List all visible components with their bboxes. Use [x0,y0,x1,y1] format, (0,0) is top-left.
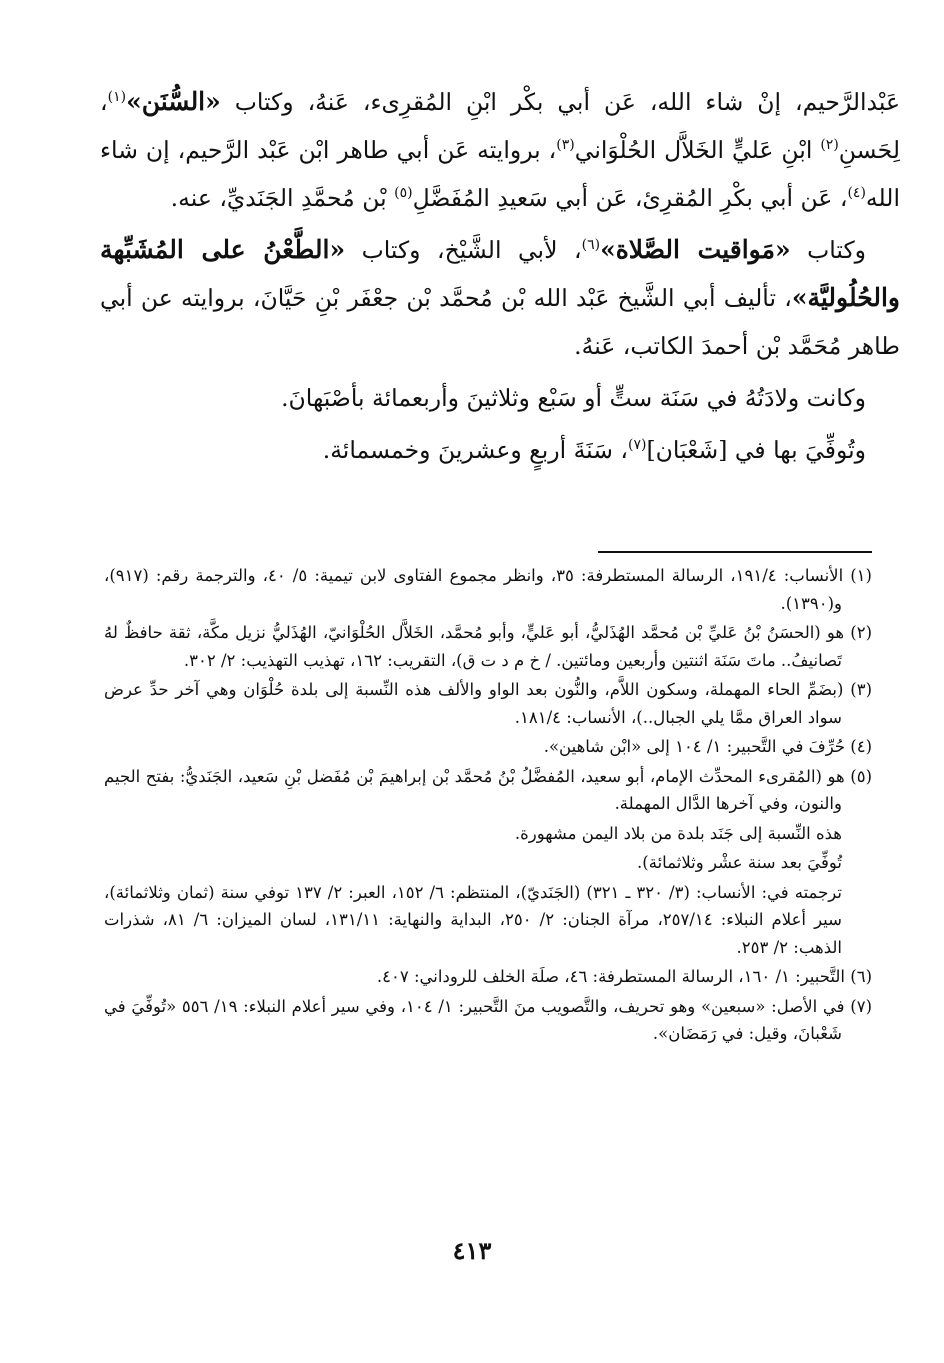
main-paragraph [100,78,900,222]
book-title: «الطَّعْنُ على المُشَبِّهة والحُلُوليَّة» [100,235,900,312]
text-segment: ، عَن أبي بكْرِ المُقرِئ، عَن أبي سَعيدِ المُفَضَّلِ [412,184,848,212]
footnote: (٤) حُرِّفَ في التَّحبير: ١/ ١٠٤ إلى «ابْن شاهين». [543,737,872,756]
footnote-marker: (٧) [628,437,647,454]
main-paragraph [100,426,900,474]
main-paragraph [100,226,900,370]
footnote: (١) الأنساب: ١٩١/٤، الرسالة المستطرفة: ٣٥، وانظر مجموع الفتاوى لابن تيمية: ٥/ ٤٠، والترجمة رقم: (٩١٧)، و(١٣٩٠). [104,566,872,613]
footnote-marker: (٤) [847,185,866,202]
text-segment: وكانت ولادَتُهُ في سَنَة ستٍّ أو سَبْع وثلاثينَ وأربعمائة بأصْبَهانَ. [281,384,866,412]
footnote-continuation: تُوفِّيَ بعد سنة عشْر وثلاثمائة). [637,853,842,872]
main-text-block [100,78,900,478]
footnote-divider [598,551,872,553]
footnote-continuation: ترجمته في: الأنساب: (٣/ ٣٢٠ ـ ٣٢١) (الجَنَديّ)، المنتظم: ٦/ ١٥٢، العبر: ٢/ ١٣٧ توفي سنة (ثمان وثلاثمائة)، سير أعلام النبلاء: ٢٥٧/١٤، مرآة الجنان: ٢/ ٢٥٠، البداية والنهاية: ١٣١/١١، لسان الميزان: ٦/ ٨١، شذرات الذهب: ٢/ ٢٥٣. [104,882,842,957]
text-segment: ، لأبي الشَّيْخ، وكتاب [345,236,582,264]
footnote-marker: (٦) [581,237,601,254]
text-segment: ، تأليف أبي الشَّيخ عَبْد الله بْن مُحمَّد بْن جعْفَر بْنِ حَيَّانَ، بروايته عن أبي طاهر مُحَمَّد بْن أحمدَ الكاتب، عَنهُ. [100,284,900,360]
footnote-marker: (٣) [556,137,575,154]
footnote: (٢) هو (الحسَنُ بْنُ عَليِّ بْن مُحمَّد الهُذَليُّ، أبو عَليٍّ، وأبو مُحمَّد، الخَلاَّل الحُلْوَانيّ، الهُذَليُّ نزيل مكَّة، ثقة حافظٌ لهُ تَصانيفُ.. ماتَ سَنَة اثنتين وأربعين ومائتين. / خ م د ت ق)، التقريب: ١٦٢، تهذيب التهذيب: ٢/ ٣٠٢. [104,623,872,670]
footnote: (٧) في الأصل: «سبعين» وهو تحريف، والتَّصويب منَ التَّحبير: ١/ ١٠٤، وفي سير أعلام النبلاء: ١٩/ ٥٥٦ «تُوفِّيَ في شَعْبانَ، وقيل: في رَمَضَان». [104,996,872,1043]
text-segment: ، لِحَسنِ [100,88,900,164]
footnote-marker: (١) [107,89,127,106]
footnote-continuation: هذه النِّسبة إلى جَنَد بلدة من بلاد اليمن مشهورة. [514,823,842,843]
footnotes-block [104,562,872,1050]
main-paragraph [100,374,900,422]
footnote: (٦) التَّحبير: ١/ ١٦٠، الرسالة المستطرفة: ٤٦، صلَة الخلف للروداني: ٤٠٧. [376,967,872,986]
page-number: ٤١٣ [452,1236,492,1265]
footnote-marker: (٢) [820,137,839,154]
book-title: «السُّنَن» [126,87,221,116]
text-segment: ابْنِ عَليٍّ الخَلاَّل الحُلْوَاني [574,136,821,164]
text-segment: وتُوفِّيَ بها في [شَعْبَان] [646,436,866,464]
text-segment: ، بروايته عَن أبي طاهر ابْن عَبْد الرَّحيم، إن شاء الله [100,136,900,212]
text-segment: بْن مُحمَّدِ الجَنَديِّ، عنه. [170,184,395,212]
book-title: «مَواقيت الصَّلاة» [600,235,791,264]
text-segment: وكتاب [790,236,867,264]
text-segment: عَبْدالرَّحيم، إنْ شاء الله، عَن أبي بكْر ابْنِ المُقرِىء، عَنهُ، وكتاب [220,88,900,116]
footnote-marker: (٥) [394,185,413,202]
footnote: (٥) هو (المُقرىء المحدِّث الإمام، أبو سعيد، المُفضَّلُ بْنُ مُحمَّد بْن إبراهيمَ بْن مُفَضل بْنِ سَعيد، الجَنَديُّ: بفتح الجيم والنون، وفي آخرها الدَّال المهملة. [104,766,872,813]
footnote: (٣) (بضَمِّ الحاء المهملة، وسكون اللاَّم، والنُّون بعد الواو والألف هذه النِّسبة إلى بلدة حُلْوَان وهي آخر حدِّ عرض سواد العراق ممَّا يلي الجبال..)، الأنساب: ١٨١/٤. [104,680,872,727]
text-segment: ، سَنَةَ أربعٍ وعشرينَ وخمسمائة. [322,436,629,464]
